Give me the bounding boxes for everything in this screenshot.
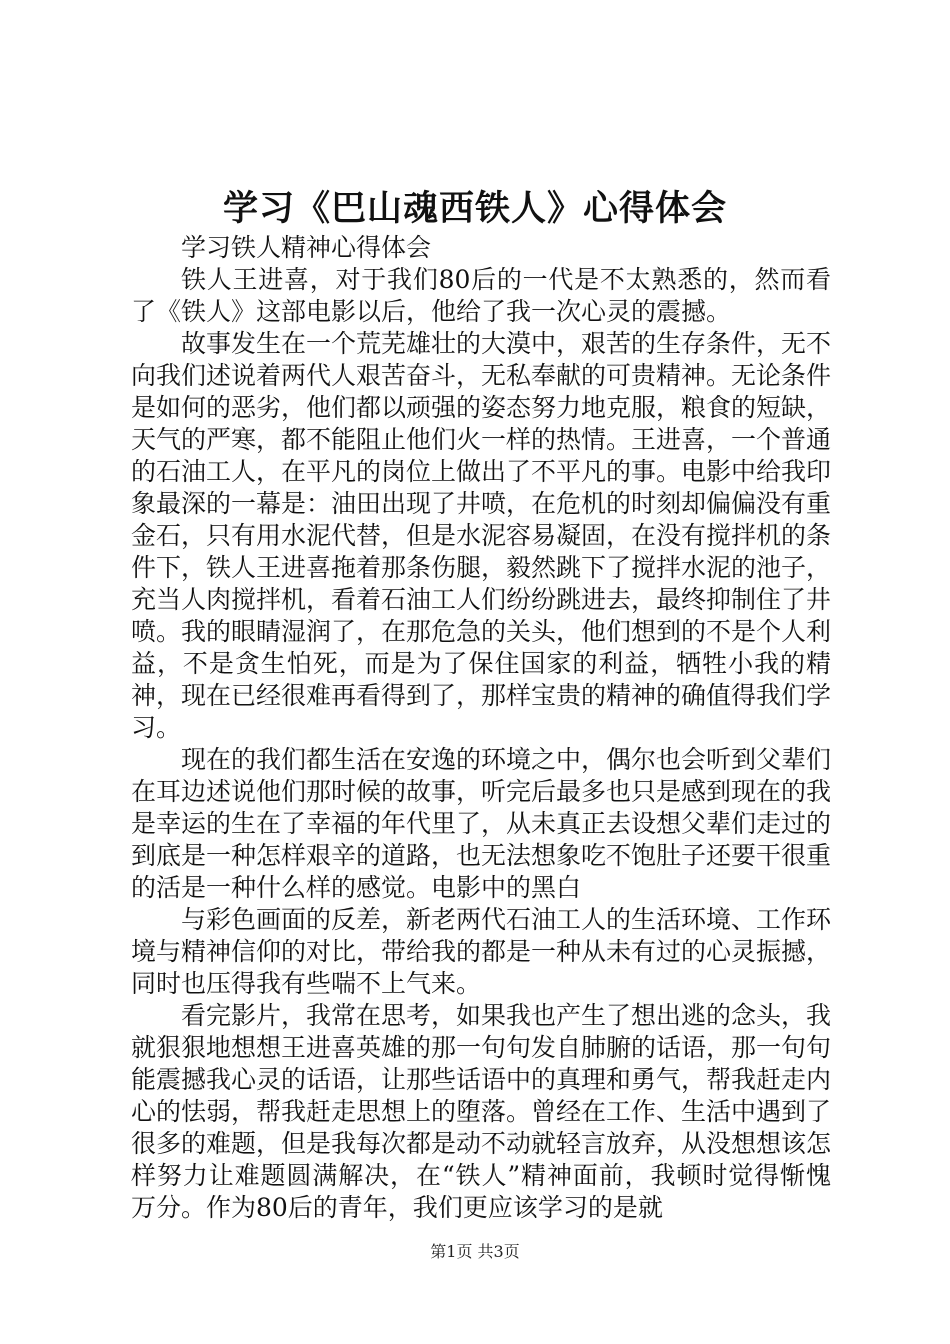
page-number-footer: 第1页 共3页 — [430, 1242, 520, 1261]
body-paragraph: 学习铁人精神心得体会 — [181, 233, 432, 262]
body-paragraph: 故事发生在一个荒芜雄壮的大漠中，艰苦的生存条件，无不向我们述说着两代人艰苦奋斗，无私奉献的可贵精神。无论条件是如何的恶劣，他们都以顽强的姿态努力地克服，粮食的短缺，天气的严寒，都不能阻止他们火一样的热情。王进喜，一个普通的石油工人，在平凡的岗位上做出了不平凡的事。电影中给我印象最深的一幕是：油田出现了井喷，在危机的时刻却偏偏没有重金石，只有用水泥代替，但是水泥容易凝固，在没有搅拌机的条件下，铁人王进喜拖着那条伤腿，毅然跳下了搅拌水泥的池子，充当人肉搅拌机，看着石油工人们纷纷跳进去，最终抑制住了井喷。我的眼睛湿润了，在那危急的关头，他们想到的不是个人利益，不是贪生怕死，而是为了保住国家的利益，牺牲小我的精神，现在已经很难再看得到了，那样宝贵的精神的确值得我们学习。 — [131, 329, 832, 742]
body-paragraph: 看完影片，我常在思考，如果我也产生了想出逃的念头，我就狠狠地想想王进喜英雄的那一句句发自肺腑的话语，那一句句能震撼我心灵的话语，让那些话语中的真理和勇气，帮我赶走内心的怯弱，帮我赶走思想上的堕落。曾经在工作、生活中遇到了很多的难题，但是我每次都是动不动就轻言放弃，从没想想该怎样努力让难题圆满解决，在“铁人”精神面前，我顿时觉得惭愧万分。作为80后的青年，我们更应该学习的是就 — [131, 1001, 832, 1222]
document-title: 学习《巴山魂西铁人》心得体会 — [222, 188, 727, 229]
body-paragraph: 现在的我们都生活在安逸的环境之中，偶尔也会听到父辈们在耳边述说他们那时候的故事，听完后最多也只是感到现在的我是幸运的生在了幸福的年代里了，从未真正去设想父辈们走过的到底是一种怎样艰辛的道路，也无法想象吃不饱肚子还要干很重的活是一种什么样的感觉。电影中的黑白 — [131, 745, 832, 902]
body-paragraph: 铁人王进喜，对于我们80后的一代是不太熟悉的，然而看了《铁人》这部电影以后，他给了我一次心灵的震撼。 — [131, 265, 831, 326]
body-paragraph: 与彩色画面的反差，新老两代石油工人的生活环境、工作环境与精神信仰的对比，带给我的都是一种从未有过的心灵振撼，同时也压得我有些喘不上气来。 — [131, 905, 832, 998]
document-body — [131, 232, 831, 1224]
